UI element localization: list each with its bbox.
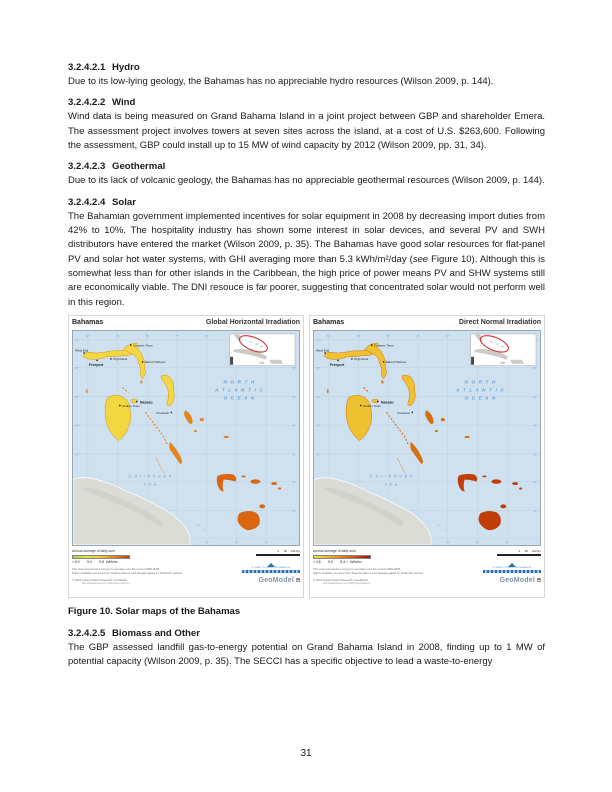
section-heading-biomass xyxy=(68,628,545,639)
section-title: Biomass and Other xyxy=(112,628,200,640)
geomodel-logo xyxy=(259,577,300,584)
svg-text:26°: 26° xyxy=(75,367,79,371)
map-panel-dni xyxy=(309,315,545,598)
svg-text:West End: West End xyxy=(75,348,89,353)
section-title: Solar xyxy=(112,196,136,208)
island-samana xyxy=(224,436,229,438)
svg-text:76°: 76° xyxy=(204,541,209,545)
svg-text:75°: 75° xyxy=(475,541,480,545)
section-title: Hydro xyxy=(112,62,140,73)
island-plana-cays xyxy=(241,476,245,478)
svg-text:A T L A N T I C: A T L A N T I C xyxy=(215,387,264,393)
inset-jamaica xyxy=(259,362,264,364)
svg-text:s e a: s e a xyxy=(143,481,158,487)
svg-text:23°: 23° xyxy=(533,453,537,457)
island-samana xyxy=(465,436,470,438)
svg-text:22°: 22° xyxy=(292,481,296,485)
map-header xyxy=(313,319,541,330)
svg-text:25°: 25° xyxy=(316,396,320,399)
map-panel-ghi xyxy=(68,315,304,598)
island-bimini xyxy=(327,390,329,393)
page-content xyxy=(68,62,545,672)
svg-text:74°: 74° xyxy=(264,541,269,545)
svg-text:24°: 24° xyxy=(292,424,296,428)
section-number: 3.2.4.2.4 xyxy=(68,196,106,208)
paragraph-solar xyxy=(68,210,545,310)
paragraph-wind: Wind data is being measured on Grand Bahama Island in a joint project between GBP and shareholder Emera. The assessment project involves towers at seven sites across the island, at a cost of U.S. $263,600. Following the assessment, GBP could install up to 15 MW of wind capacity by 2012 (Wilson 2009, pp. 31, 34). xyxy=(68,111,545,152)
map-region-label: Bahamas xyxy=(313,319,345,327)
svg-text:23°: 23° xyxy=(316,453,320,457)
svg-text:Freetown: Freetown xyxy=(156,411,170,416)
geomodel-logo xyxy=(500,577,541,584)
cay-gray-1 xyxy=(437,524,441,526)
geomodel-logo-text: GeoModel xyxy=(258,576,294,584)
solar-map-svg xyxy=(73,331,299,545)
svg-text:26°: 26° xyxy=(533,367,537,371)
map-legend xyxy=(313,549,541,597)
section-heading-hydro xyxy=(68,62,545,73)
legend-title: Annual average of daily sum xyxy=(313,549,356,554)
inset-map xyxy=(230,332,295,365)
cay-gray-1 xyxy=(196,524,200,526)
section-heading-geothermal xyxy=(68,161,545,172)
svg-text:76°: 76° xyxy=(445,541,450,545)
scale-bar-graphic xyxy=(497,554,541,557)
paragraph-solar-part1: The Bahamian government implemented incentives for solar equipment in 2008 by decreasing import duties from 42% to 10%. The hospitality industry has shown some interest in solar devices, and several PV and SWH distributors have entered the market (Wilson 2009, p. 35). The Bahamas have good solar resources for flat-panel PV and solar hot water systems, with GHI averaging more than 5.3 kWh/m²/day ( xyxy=(68,210,545,265)
section-number: 3.2.4.2.3 xyxy=(68,161,106,173)
svg-text:23°: 23° xyxy=(292,453,296,457)
section-title: Wind xyxy=(112,97,136,109)
section-number: 3.2.4.2.5 xyxy=(68,628,106,640)
svg-text:C a r i b b e a n: C a r i b b e a n xyxy=(128,473,173,479)
map-title-dni: Direct Normal Irradiation xyxy=(458,319,541,327)
island-little-inagua xyxy=(259,505,265,509)
island-rum-cay xyxy=(194,430,197,432)
svg-text:23°: 23° xyxy=(75,453,79,457)
svg-text:25°: 25° xyxy=(533,396,537,399)
island-little-inagua xyxy=(500,505,506,509)
legend-copyright: © 2010 Clean Power Research, GeoModel xyxy=(313,577,368,582)
figure-caption: Figure 10. Solar maps of the Bahamas xyxy=(68,606,241,618)
island-turks-1 xyxy=(512,482,518,485)
island-san-salvador xyxy=(441,418,445,421)
legend-note-2: Solar irradiation sourced from SolarAnywhere and disaggregated by SolarGIS method xyxy=(72,570,182,575)
section-number: 3.2.4.2.2 xyxy=(68,97,106,109)
map-region-label: Bahamas xyxy=(72,319,104,327)
figure-10-solar-maps xyxy=(68,315,545,598)
island-rum-cay xyxy=(435,430,438,432)
svg-text:75°: 75° xyxy=(234,541,239,545)
svg-text:Andros Town: Andros Town xyxy=(122,403,140,408)
svg-text:78°: 78° xyxy=(145,335,150,339)
svg-text:High Rock: High Rock xyxy=(354,357,369,362)
svg-text:West End: West End xyxy=(316,348,330,353)
svg-text:O C E A N: O C E A N xyxy=(223,395,256,401)
svg-text:Freeport: Freeport xyxy=(329,363,345,368)
svg-text:N O R T H: N O R T H xyxy=(464,379,497,385)
legend-note-2: Solar irradiation sourced from SolarAnywhere and disaggregated by SolarGIS method xyxy=(313,570,423,575)
svg-text:24°: 24° xyxy=(75,424,79,428)
island-abaco-cay xyxy=(140,381,142,384)
legend-colorbar xyxy=(313,555,371,560)
island-turks-2 xyxy=(278,488,281,490)
map-legend xyxy=(72,549,300,597)
island-san-salvador xyxy=(200,418,204,421)
island-bimini xyxy=(86,390,88,393)
legend-title: Annual average of daily sum xyxy=(72,549,115,554)
cpr-logo-text: CLEAN POWER RESEARCH xyxy=(251,567,291,570)
legend-copyright: © 2010 Clean Power Research, GeoModel xyxy=(72,577,127,582)
svg-text:26°: 26° xyxy=(292,367,296,371)
svg-text:21°: 21° xyxy=(533,509,537,513)
island-mayaguana xyxy=(250,480,260,484)
svg-text:Coopers Town: Coopers Town xyxy=(373,343,394,348)
legend-values: < 4.6 5.0 5.4 < kWh/m² xyxy=(313,560,362,565)
map-title-ghi: Global Horizontal Irradiation xyxy=(205,319,300,327)
svg-text:79°: 79° xyxy=(115,335,120,339)
map-header xyxy=(72,319,300,330)
svg-text:N O R T H: N O R T H xyxy=(223,379,256,385)
page-number: 31 xyxy=(300,748,312,759)
svg-text:Nassau: Nassau xyxy=(139,400,153,405)
scale-bar xyxy=(497,549,541,556)
inset-legend-mark xyxy=(230,357,233,365)
section-heading-solar xyxy=(68,197,545,208)
svg-text:26°: 26° xyxy=(316,367,320,371)
section-heading-wind xyxy=(68,97,545,108)
legend-urls: http://cleanpower.com http://geomodel.eu xyxy=(82,581,130,585)
island-mayaguana xyxy=(491,480,501,484)
section-title: Geothermal xyxy=(112,161,166,173)
scale-bar-graphic xyxy=(256,554,300,557)
scale-labels: 0 50 100 km xyxy=(277,549,300,554)
island-turks-1 xyxy=(271,482,277,485)
svg-text:s e a: s e a xyxy=(384,481,399,487)
inset-jamaica xyxy=(500,362,505,364)
svg-text:High Rock: High Rock xyxy=(113,357,128,362)
geomodel-flag-icon xyxy=(296,578,300,583)
paragraph-solar-part2: Figure 10). Although this is somewhat less than for other islands in the Caribbean, the high price of power means PV and SHW systems still are economically viable. The DNI resouce is far poorer, suggesting that concentrated solar would not perform well in this region. xyxy=(68,253,545,308)
paragraph-biomass: The GBP assessed landfill gas-to-energy potential on Grand Bahama Island in 2008, finding up to 1 MW of potential capacity (Wilson 2009, p. 35). The SECCI has a specific objective to lead a waste-to-energy xyxy=(68,642,545,668)
map-canvas-dni xyxy=(313,330,541,546)
legend-colorbar xyxy=(72,555,130,560)
svg-text:76°: 76° xyxy=(204,335,209,339)
svg-text:Marsh Harbour: Marsh Harbour xyxy=(385,360,407,365)
cpr-logo-bar xyxy=(483,570,541,573)
geomodel-flag-icon xyxy=(537,578,541,583)
cpr-logo-text: CLEAN POWER RESEARCH xyxy=(492,567,532,570)
svg-text:79°: 79° xyxy=(356,335,361,339)
cay-gray-2 xyxy=(444,529,447,531)
island-abaco-cay xyxy=(381,381,383,384)
svg-text:27°: 27° xyxy=(75,339,79,343)
legend-note-1: The map represents a long-term average over the period 1999-2005. xyxy=(313,566,402,571)
clean-power-research-logo xyxy=(483,563,541,573)
scale-bar xyxy=(256,549,300,556)
island-turks-2 xyxy=(519,488,522,490)
svg-text:21°: 21° xyxy=(292,509,296,513)
scale-labels: 0 50 100 km xyxy=(518,549,541,554)
svg-text:Marsh Harbour: Marsh Harbour xyxy=(144,360,166,365)
cay-gray-2 xyxy=(203,529,206,531)
cpr-logo-bar xyxy=(242,570,300,573)
inset-hispaniola xyxy=(269,360,283,364)
svg-text:Coopers Town: Coopers Town xyxy=(132,343,153,348)
inset-map xyxy=(471,332,536,365)
paragraph-geothermal: Due to its lack of volcanic geology, the Bahamas has no appreciable geothermal resources (Wilson 2009, p. 144). xyxy=(68,175,545,187)
inset-legend-mark xyxy=(471,357,474,365)
svg-text:76°: 76° xyxy=(445,335,450,339)
paragraph-hydro: Due to its low-lying geology, the Bahamas has no appreciable hydro resources (Wilson 2009, p. 144). xyxy=(68,76,494,87)
svg-text:C a r i b b e a n: C a r i b b e a n xyxy=(369,473,414,479)
inset-hispaniola xyxy=(510,360,524,364)
svg-text:Freeport: Freeport xyxy=(88,363,104,368)
section-number: 3.2.4.2.1 xyxy=(68,62,106,73)
island-plana-cays xyxy=(482,476,486,478)
legend-note-1: The map represents a long-term average over the period 1999-2005. xyxy=(72,566,161,571)
svg-text:25°: 25° xyxy=(292,396,296,399)
legend-values: < 5.0 5.4 5.8 kWh/m² xyxy=(72,560,118,565)
svg-text:25°: 25° xyxy=(75,396,79,399)
svg-text:80°: 80° xyxy=(85,335,90,339)
svg-text:A T L A N T I C: A T L A N T I C xyxy=(456,387,505,393)
svg-text:Andros Town: Andros Town xyxy=(363,403,381,408)
svg-text:Nassau: Nassau xyxy=(380,400,394,405)
svg-text:O C E A N: O C E A N xyxy=(464,395,497,401)
paragraph-solar-see-italic: see xyxy=(412,253,429,265)
svg-text:74°: 74° xyxy=(505,541,510,545)
svg-text:78°: 78° xyxy=(386,335,391,339)
legend-urls: http://cleanpower.com http://geomodel.eu xyxy=(323,581,371,585)
svg-text:24°: 24° xyxy=(533,424,537,428)
svg-text:80°: 80° xyxy=(326,335,331,339)
map-canvas-ghi xyxy=(72,330,300,546)
svg-text:77°: 77° xyxy=(416,335,420,339)
solar-map-svg xyxy=(314,331,540,545)
svg-text:27°: 27° xyxy=(316,339,320,343)
svg-text:Freetown: Freetown xyxy=(397,411,411,416)
svg-text:22°: 22° xyxy=(533,481,537,485)
svg-text:77°: 77° xyxy=(175,335,179,339)
clean-power-research-logo xyxy=(242,563,300,573)
geomodel-logo-text: GeoModel xyxy=(499,576,535,584)
svg-text:24°: 24° xyxy=(316,424,320,428)
